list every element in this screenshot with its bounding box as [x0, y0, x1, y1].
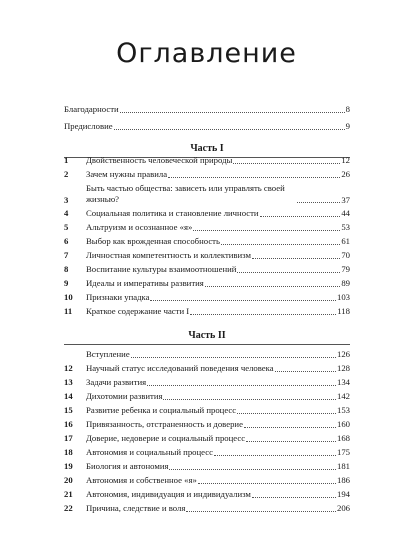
- entry-title: Благодарности: [64, 104, 119, 114]
- chapter-number: 16: [64, 419, 73, 429]
- entry-title: Доверие, недоверие и социальный процесс: [86, 433, 246, 443]
- dot-leader: [114, 129, 345, 130]
- dot-leader: [246, 441, 336, 442]
- dot-leader: [147, 385, 336, 386]
- entry-title: Предисловие: [64, 121, 113, 131]
- dot-leader: [297, 202, 340, 203]
- entry-title: Автономия и собственное «я»: [86, 475, 197, 485]
- page-number: 206: [336, 503, 350, 513]
- dot-leader: [163, 399, 336, 400]
- entry-title: Альтруизм и осознанное «я»: [86, 222, 193, 232]
- front-matter-entry: [64, 104, 350, 115]
- page-title: Оглавление: [116, 38, 297, 69]
- page-number: 128: [336, 363, 350, 373]
- chapter-number: 3: [64, 194, 69, 205]
- chapter-number: 1: [64, 155, 69, 165]
- dot-leader: [198, 483, 336, 484]
- chapter-number: 10: [64, 292, 73, 302]
- dot-leader: [150, 300, 336, 301]
- divider-rule: [64, 344, 350, 345]
- chapter-number: 8: [64, 264, 69, 274]
- entry-title: Выбор как врожденная способность: [86, 236, 220, 246]
- toc-entry: [64, 306, 350, 317]
- dot-leader: [193, 230, 340, 231]
- toc-entry: [64, 292, 350, 303]
- entry-title: Причина, следствие и воля: [86, 503, 186, 513]
- page-number: 168: [336, 433, 350, 443]
- dot-leader: [168, 177, 340, 178]
- chapter-number: 12: [64, 363, 73, 373]
- page-number: 61: [341, 236, 350, 246]
- page-number: 142: [336, 391, 350, 401]
- chapter-number: 15: [64, 405, 73, 415]
- page-number: 160: [336, 419, 350, 429]
- page-number: 70: [341, 250, 350, 260]
- chapter-number: 5: [64, 222, 69, 232]
- toc-entry: [64, 169, 350, 180]
- page-number: 9: [345, 121, 350, 131]
- entry-title: Биология и автономия: [86, 461, 169, 471]
- entry-title: Признаки упадка: [86, 292, 150, 302]
- chapter-number: 4: [64, 208, 69, 218]
- part-heading: Часть I: [190, 143, 224, 154]
- page-number: 134: [336, 377, 350, 387]
- front-matter-entry: [64, 121, 350, 132]
- dot-leader: [120, 112, 345, 113]
- dot-leader: [244, 427, 336, 428]
- dot-leader: [260, 216, 341, 217]
- chapter-number: 19: [64, 461, 73, 471]
- toc-entry: [64, 363, 350, 374]
- dot-leader: [275, 371, 336, 372]
- toc-entry: [64, 349, 350, 360]
- chapter-number: 21: [64, 489, 73, 499]
- page-number: 89: [341, 278, 350, 288]
- toc-entry: [64, 183, 350, 205]
- page-number: 175: [336, 447, 350, 457]
- entry-title: Зачем нужны правила: [86, 169, 168, 179]
- toc-entry: [64, 264, 350, 275]
- dot-leader: [186, 511, 336, 512]
- toc-entry: [64, 475, 350, 486]
- toc-entry: [64, 391, 350, 402]
- dot-leader: [237, 272, 340, 273]
- dot-leader: [131, 357, 336, 358]
- entry-title: Научный статус исследований поведения человека: [86, 363, 274, 373]
- dot-leader: [190, 314, 336, 315]
- chapter-number: 22: [64, 503, 73, 513]
- chapter-number: 13: [64, 377, 73, 387]
- entry-title: Автономия и социальный процесс: [86, 447, 213, 457]
- chapter-number: 18: [64, 447, 73, 457]
- dot-leader: [252, 258, 340, 259]
- page-number: 37: [341, 194, 350, 205]
- toc-entry: [64, 250, 350, 261]
- chapter-number: 7: [64, 250, 69, 260]
- entry-title: Краткое содержание части I: [86, 306, 190, 316]
- entry-title: Дихотомии развития: [86, 391, 163, 401]
- toc-entry: [64, 208, 350, 219]
- page-number: 12: [341, 155, 350, 165]
- part-heading: Часть II: [188, 330, 226, 341]
- page-number: 79: [341, 264, 350, 274]
- page-number: 103: [336, 292, 350, 302]
- dot-leader: [233, 163, 340, 164]
- entry-title: Развитие ребенка и социальный процесс: [86, 405, 237, 415]
- toc-entry: [64, 278, 350, 289]
- chapter-number: 14: [64, 391, 73, 401]
- chapter-number: 17: [64, 433, 73, 443]
- entry-title: Задачи развития: [86, 377, 147, 387]
- toc-entry: [64, 503, 350, 514]
- entry-title: Воспитание культуры взаимоотношений: [86, 264, 237, 274]
- page-number: 118: [337, 306, 350, 316]
- dot-leader: [214, 455, 336, 456]
- toc-entry: [64, 433, 350, 444]
- dot-leader: [205, 286, 341, 287]
- chapter-number: 11: [64, 306, 73, 316]
- entry-title: Идеалы и императивы развития: [86, 278, 204, 288]
- chapter-number: 6: [64, 236, 69, 246]
- page-number: 153: [336, 405, 350, 415]
- page-number: 126: [336, 349, 350, 359]
- toc-entry: [64, 489, 350, 500]
- page-number: 44: [341, 208, 350, 218]
- entry-title: Быть частью общества: зависеть или управлять своей жизнью?: [86, 183, 285, 204]
- toc-entry: [64, 377, 350, 388]
- dot-leader: [169, 469, 335, 470]
- toc-entry: [64, 236, 350, 247]
- dot-leader: [237, 413, 336, 414]
- entry-title: Вступление: [86, 349, 130, 359]
- chapter-number: 9: [64, 278, 69, 288]
- chapter-number: 20: [64, 475, 73, 485]
- page-number: 26: [341, 169, 350, 179]
- toc-entry: [64, 405, 350, 416]
- toc-entry: [64, 222, 350, 233]
- toc-entry: [64, 461, 350, 472]
- page-number: 181: [336, 461, 350, 471]
- toc-entry: [64, 447, 350, 458]
- chapter-number: 2: [64, 169, 69, 179]
- dot-leader: [221, 244, 340, 245]
- entry-title: Автономия, индивидуация и индивидуализм: [86, 489, 251, 499]
- entry-title: Привязанность, отстраненность и доверие: [86, 419, 243, 429]
- toc-entry: [64, 155, 350, 166]
- entry-title: Личностная компетентность и коллективизм: [86, 250, 251, 260]
- page-number: 8: [345, 104, 350, 114]
- page-number: 194: [336, 489, 350, 499]
- toc-entry: [64, 419, 350, 430]
- entry-title: Социальная политика и становление личности: [86, 208, 259, 218]
- dot-leader: [252, 497, 336, 498]
- page-number: 186: [336, 475, 350, 485]
- page-number: 53: [341, 222, 350, 232]
- entry-title: Двойственность человеческой природы: [86, 155, 233, 165]
